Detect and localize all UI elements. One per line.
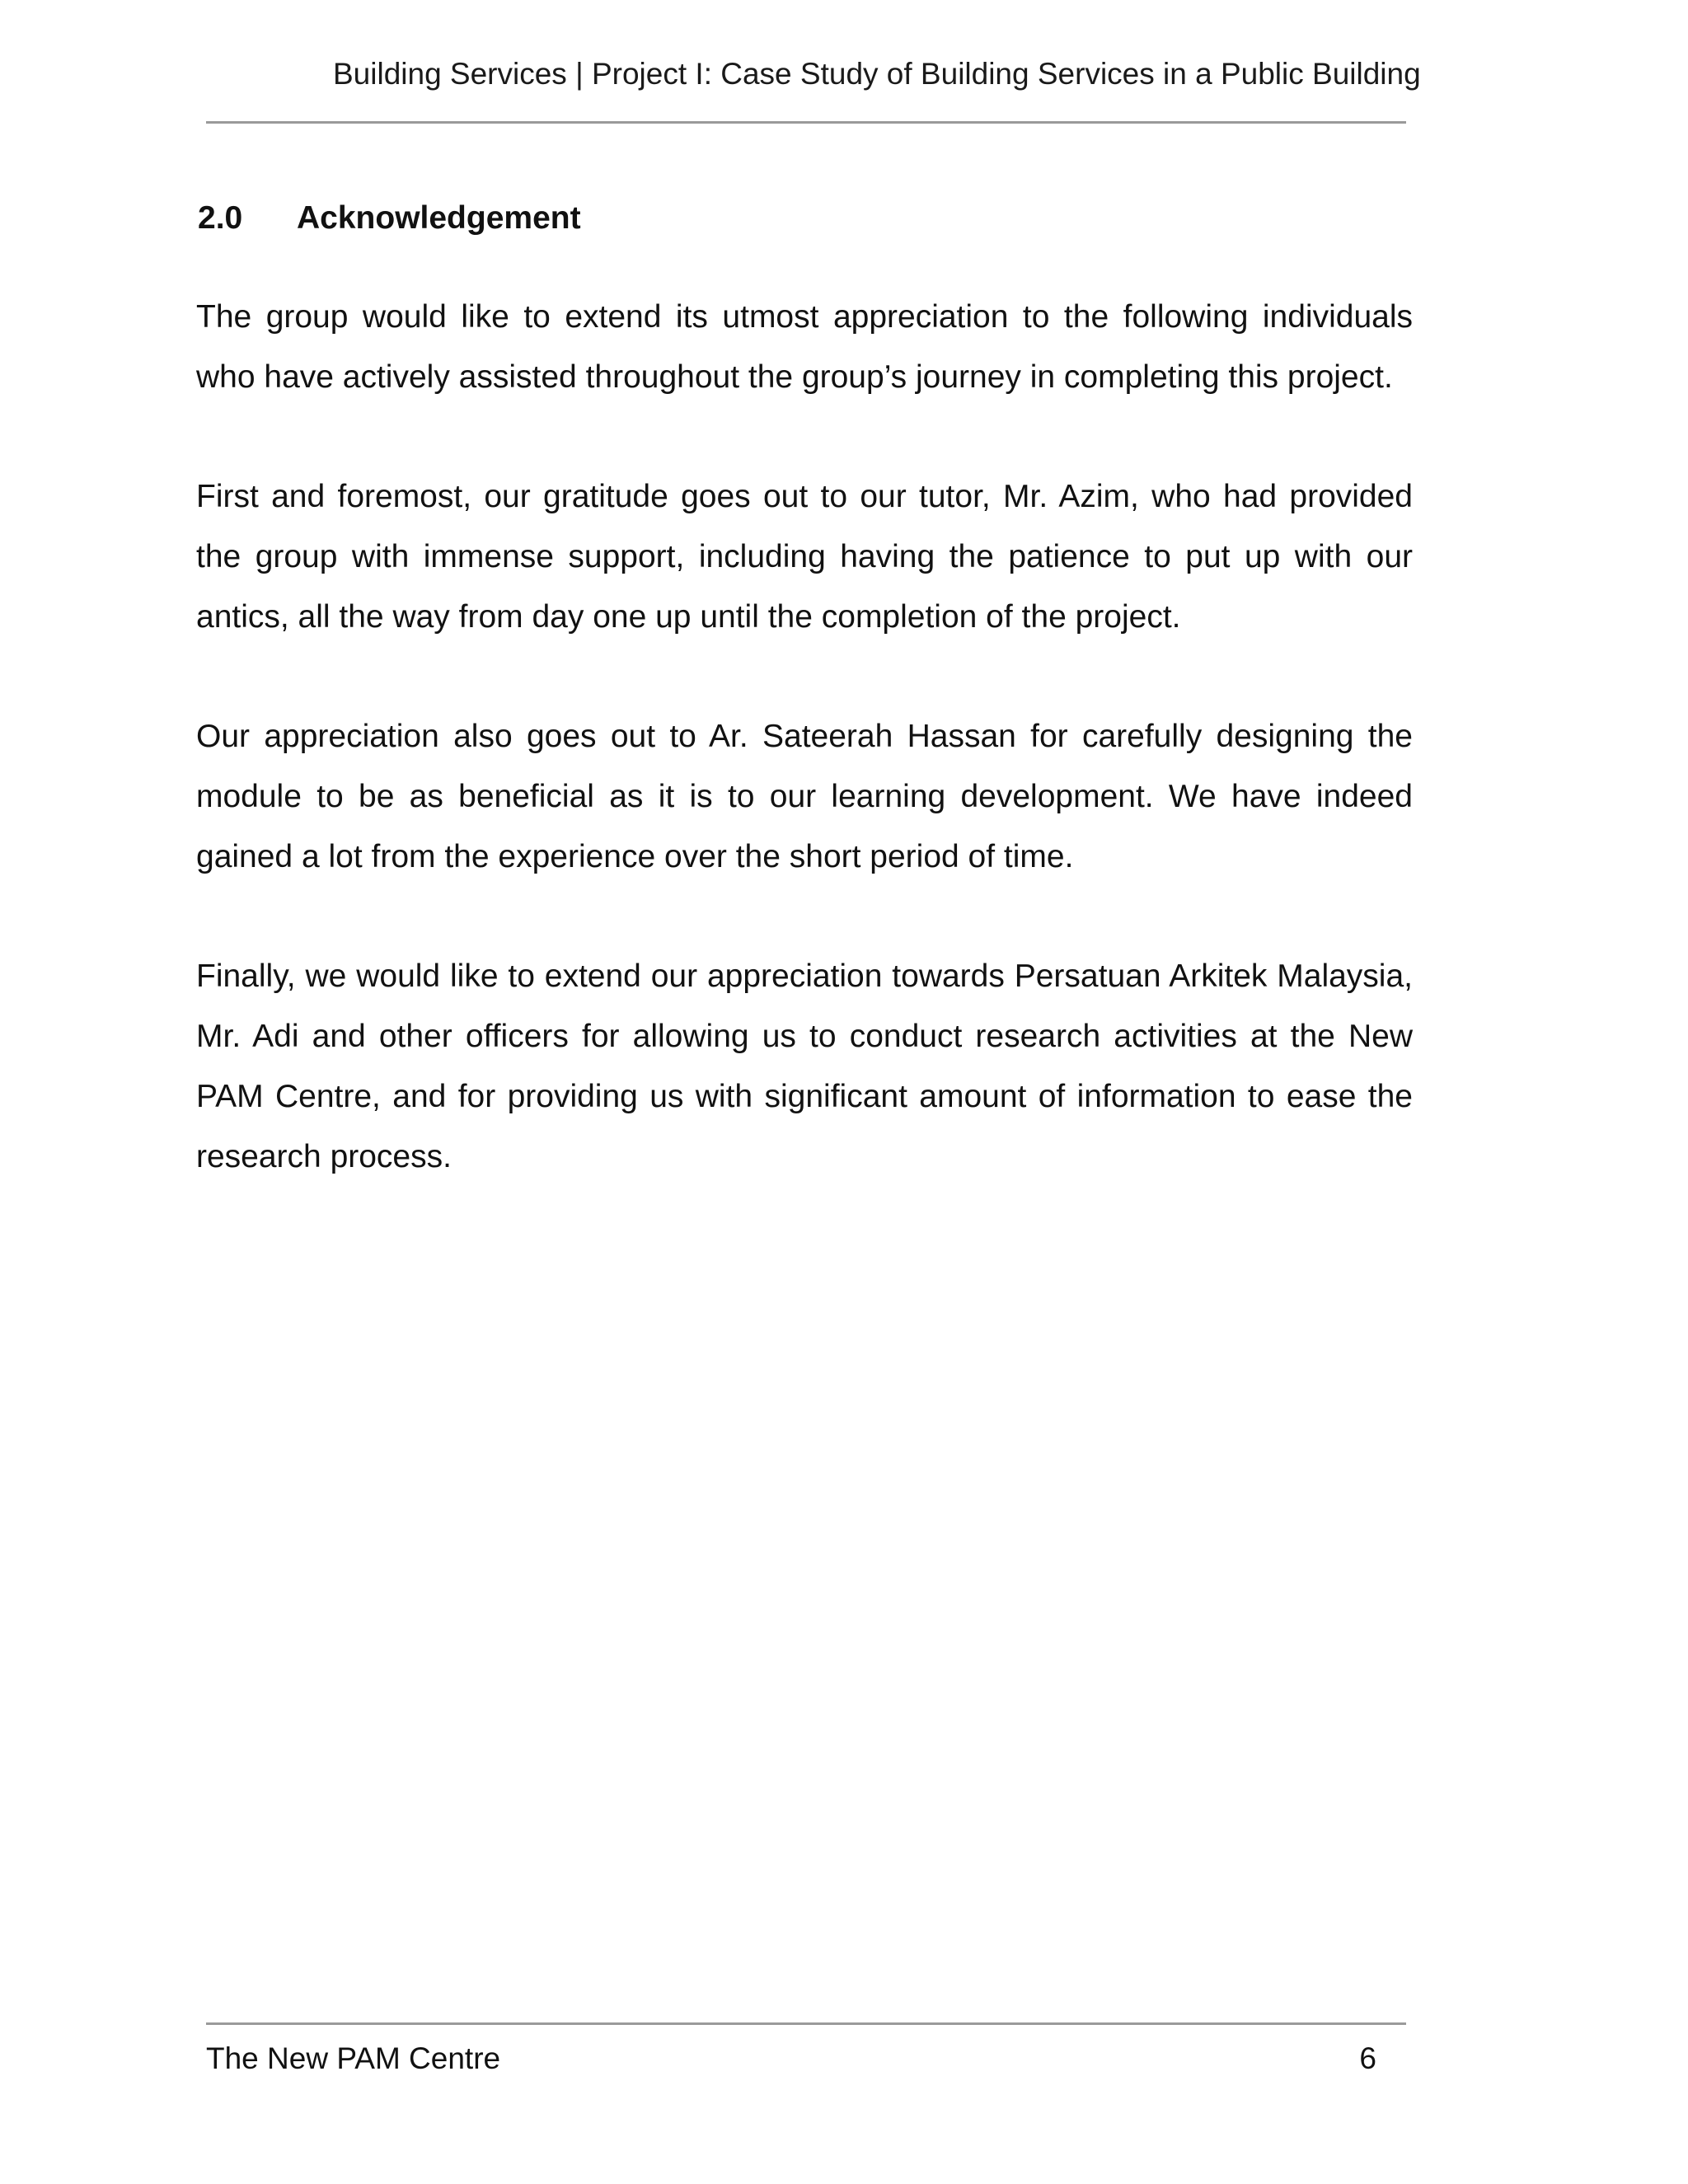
header-divider <box>206 121 1406 124</box>
footer-divider <box>206 2022 1406 2025</box>
body-text <box>196 287 1413 1246</box>
footer-title: The New PAM Centre <box>206 2041 501 2075</box>
section-heading <box>198 196 581 241</box>
paragraph: The group would like to extend its utmost appreciation to the following individuals who have actively assisted throughout the group’s journey in completing this project. <box>196 299 1413 395</box>
paragraph: Finally, we would like to extend our appreciation towards Persatuan Arkitek Malaysia, Mr. Adi and other officers for allowing us to conduct research activities at the New PAM Centre, and for providing us with significant amount of information to ease the research process. <box>196 958 1413 1174</box>
running-header: Building Services | Project I: Case Study of Building Services in a Public Building <box>333 57 1421 91</box>
page-number: 6 <box>1359 2041 1376 2075</box>
section-title: Acknowledgement <box>297 200 581 236</box>
paragraph: Our appreciation also goes out to Ar. Sateerah Hassan for carefully designing the module to be as beneficial as it is to our learning development. We have indeed gained a lot from the experience over the short period of time. <box>196 719 1413 874</box>
paragraph: First and foremost, our gratitude goes out to our tutor, Mr. Azim, who had provided the group with immense support, including having the patience to put up with our antics, all the way from day one up until the completion of the project. <box>196 479 1413 635</box>
section-number: 2.0 <box>198 200 243 236</box>
